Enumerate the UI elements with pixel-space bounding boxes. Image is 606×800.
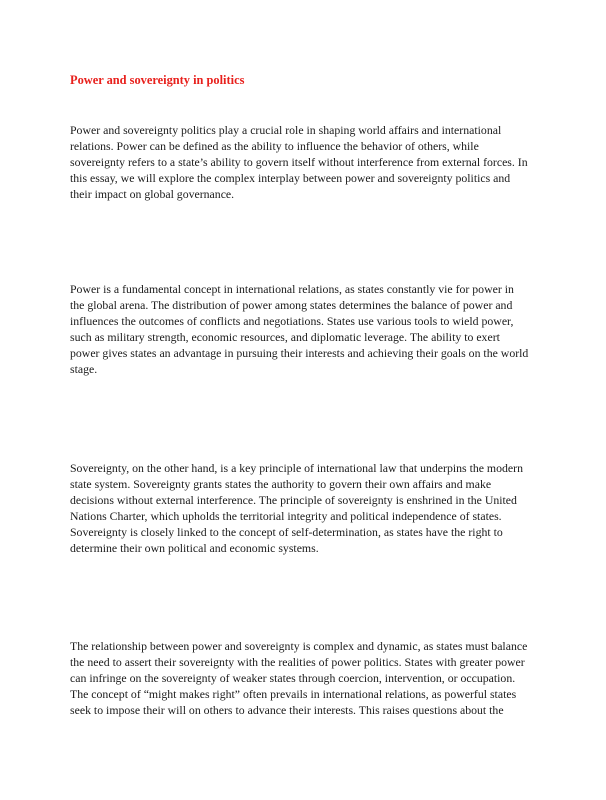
text-line: Power and sovereignty politics play a crucial role in shaping world affairs and international bbox=[70, 123, 502, 137]
text-line: relations. Power can be defined as the ability to influence the behavior of others, while bbox=[70, 138, 479, 153]
text-line: Power is a fundamental concept in international relations, as states constantly vie for power in bbox=[70, 282, 514, 296]
document-title: Power and sovereignty in politics bbox=[70, 73, 245, 87]
text-line: can infringe on the sovereignty of weaker states through coercion, intervention, or occupation. bbox=[70, 670, 516, 685]
text-line: determine their own political and economic systems. bbox=[70, 540, 319, 555]
text-line: state system. Sovereignty grants states the authority to govern their own affairs and make bbox=[70, 476, 492, 491]
text-line: this essay, we will explore the complex interplay between power and sovereignty politics and bbox=[70, 170, 511, 185]
text-line: The concept of “might makes right” often prevails in international relations, as powerful states bbox=[70, 686, 517, 701]
paragraph-sovereignty bbox=[70, 461, 548, 556]
text-line: Sovereignty, on the other hand, is a key principle of international law that underpins the modern bbox=[70, 461, 523, 475]
paragraph-power bbox=[70, 282, 548, 377]
text-line: the global arena. The distribution of power among states determines the balance of power and bbox=[70, 297, 513, 312]
text-line: sovereignty refers to a state’s ability to govern itself without interference from external forces. In bbox=[70, 154, 528, 169]
text-line: power gives states an advantage in pursuing their interests and achieving their goals on the world bbox=[70, 345, 529, 360]
text-line: such as military strength, economic resources, and diplomatic leverage. The ability to exert bbox=[70, 329, 500, 344]
paragraph-intro bbox=[70, 123, 548, 203]
text-line: influences the outcomes of conflicts and negotiations. States use various tools to wield power, bbox=[70, 313, 514, 328]
text-line: decisions without external interference. The principle of sovereignty is enshrined in the United bbox=[70, 492, 517, 507]
text-line: the need to assert their sovereignty with the realities of power politics. States with greater power bbox=[70, 654, 525, 669]
text-line: Sovereignty is closely linked to the concept of self-determination, as states have the right to bbox=[70, 524, 503, 539]
text-line: their impact on global governance. bbox=[70, 186, 235, 201]
paragraph-relationship bbox=[70, 639, 548, 719]
text-line: seek to impose their will on others to advance their interests. This raises questions about the bbox=[70, 702, 504, 717]
text-line: stage. bbox=[70, 361, 98, 376]
text-line: Nations Charter, which upholds the territorial integrity and political independence of states. bbox=[70, 508, 502, 523]
text-line: The relationship between power and sovereignty is complex and dynamic, as states must balance bbox=[70, 639, 528, 653]
